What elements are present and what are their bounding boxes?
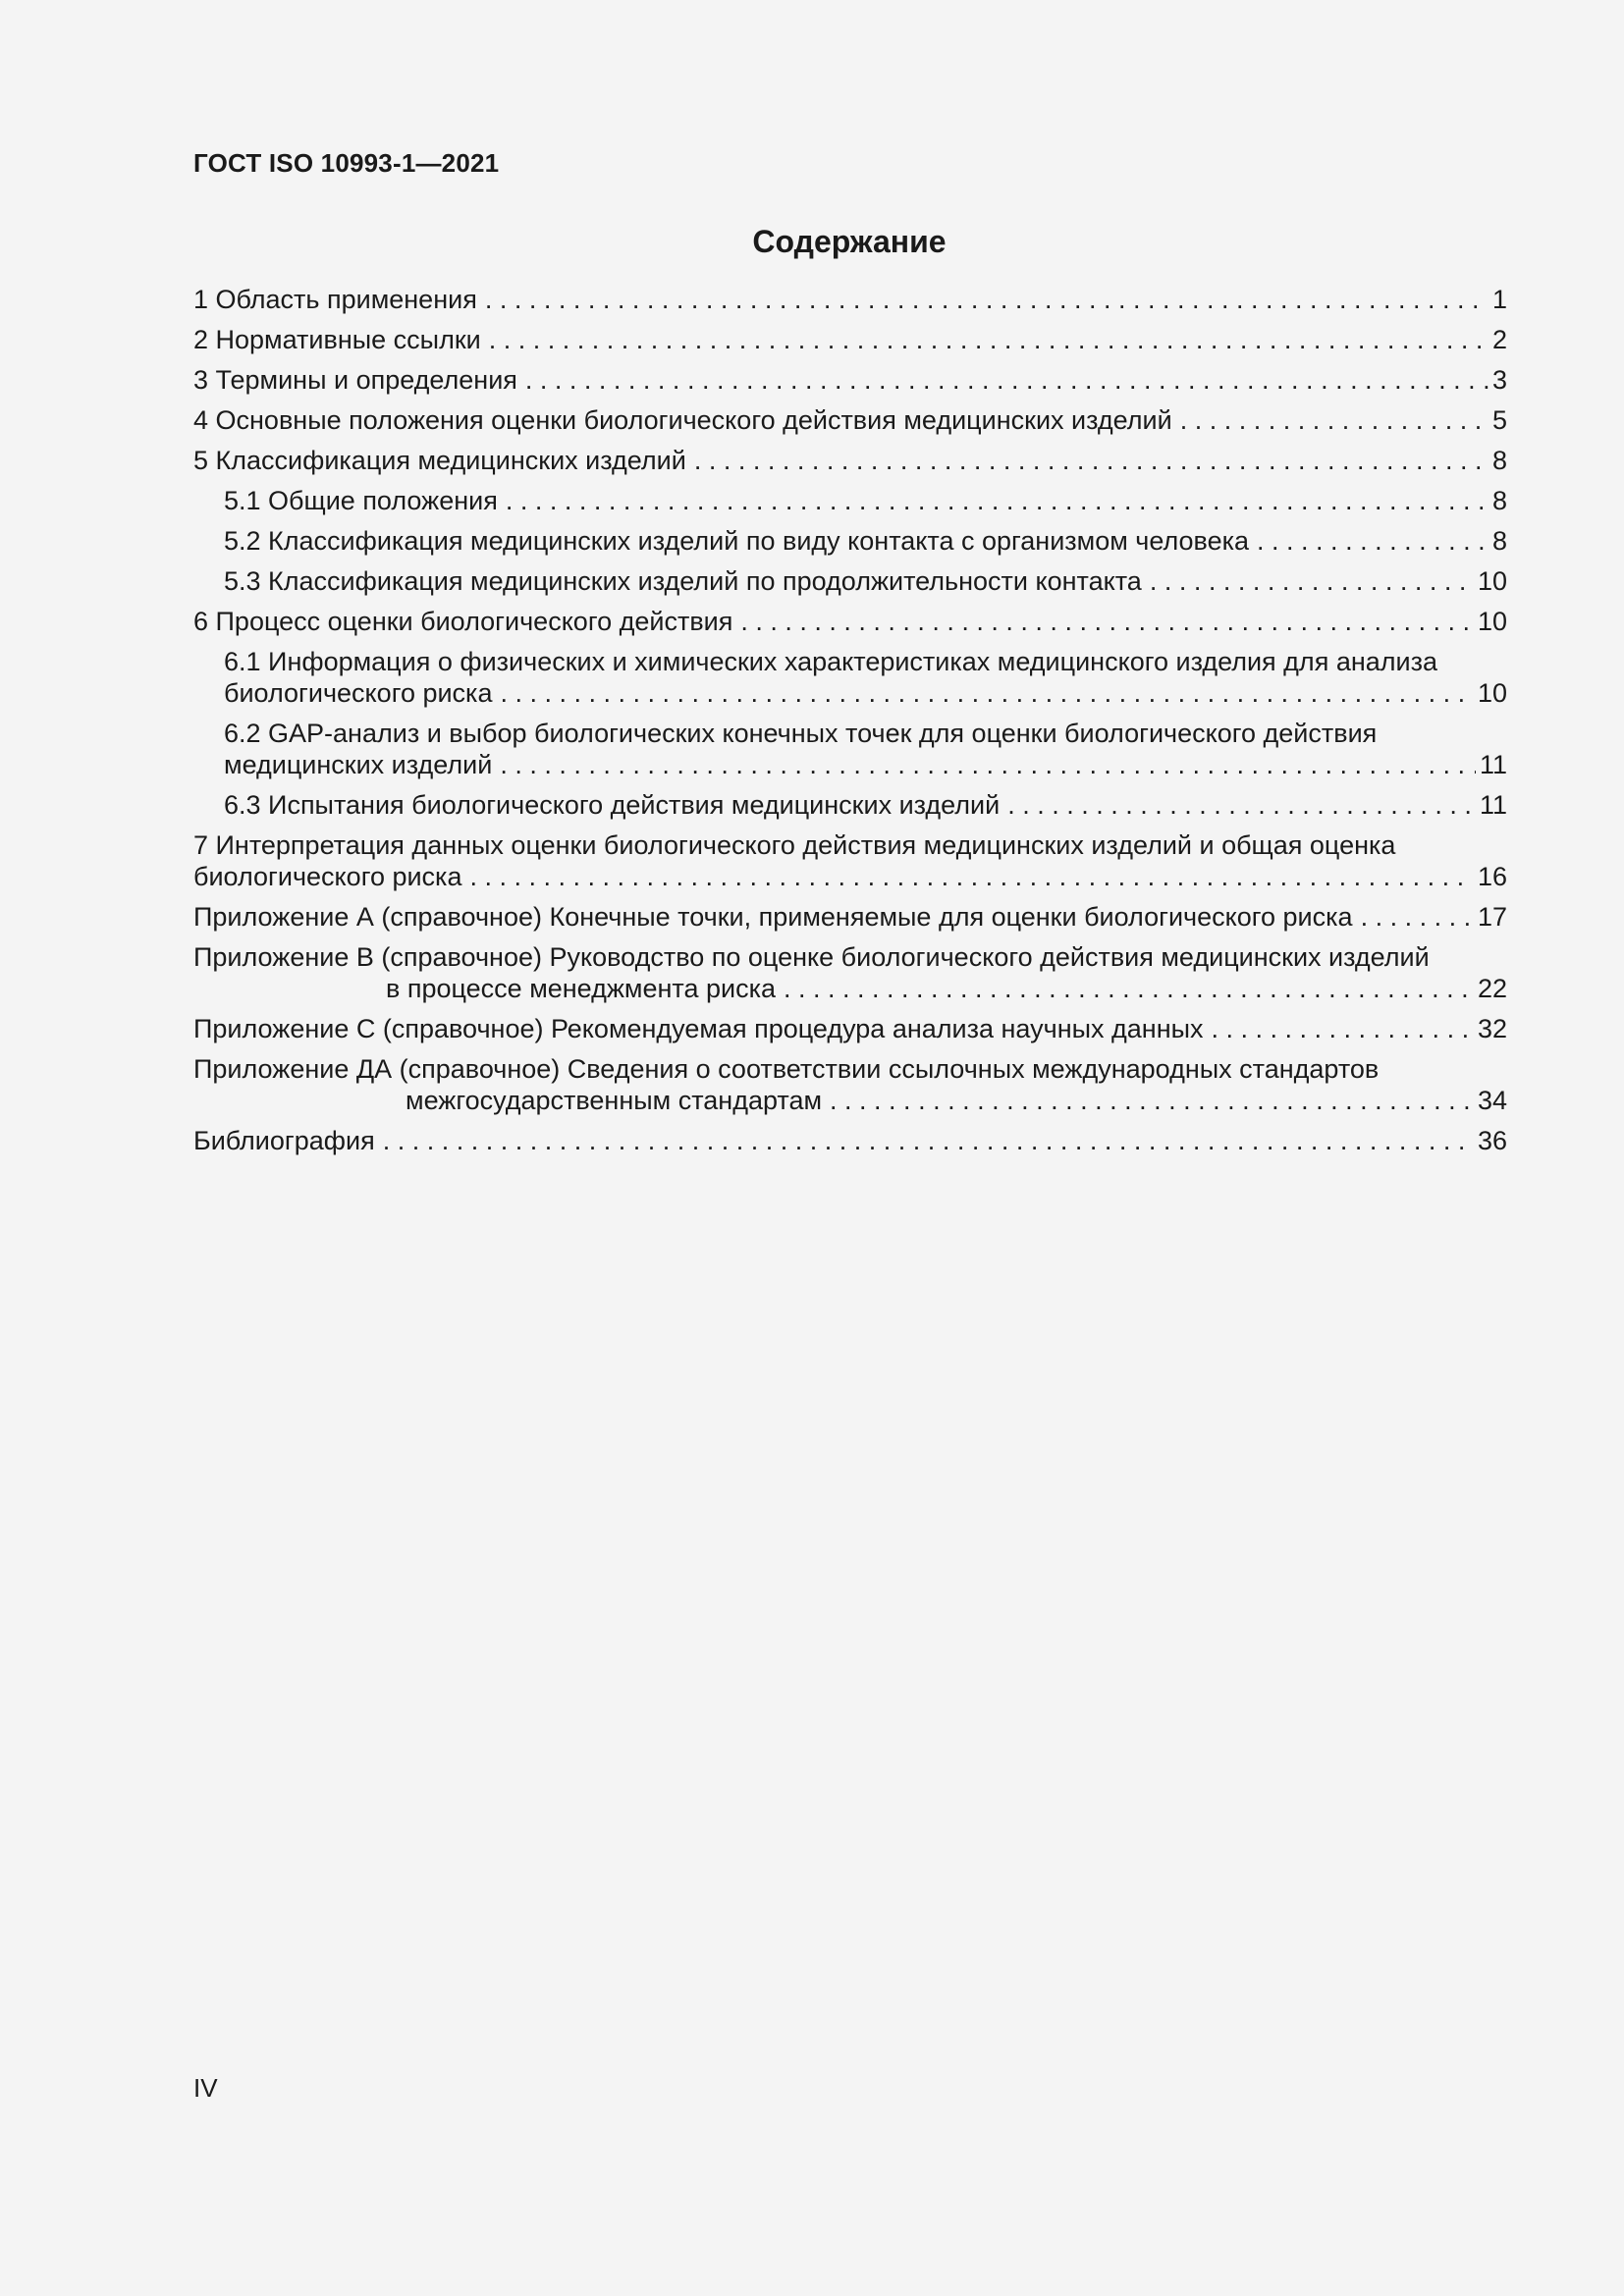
toc-entry-appendix[interactable] [193, 1053, 1507, 1116]
toc-entry-page: 11 [1479, 750, 1507, 779]
dot-leader [1257, 525, 1489, 557]
toc-entry-page: 1 [1491, 285, 1507, 314]
toc-entry-text-continued: биологического риска [193, 862, 462, 891]
dot-leader [469, 861, 1473, 892]
toc-entry-text: 3 Термины и определения [193, 365, 517, 395]
toc-entry-text: 5 Классификация медицинских изделий [193, 446, 686, 475]
toc-entry-text: 7 Интерпретация данных оценки биологического действия медицинских изделий и общая оценка [193, 830, 1396, 860]
dot-leader [694, 445, 1489, 476]
dot-leader [383, 1125, 1474, 1156]
toc-entry-text: 6.3 Испытания биологического действия медицинских изделий [224, 790, 1001, 820]
toc-entry[interactable] [193, 445, 1507, 476]
toc-entry-page: 8 [1491, 446, 1507, 475]
toc-subentry[interactable] [193, 485, 1507, 516]
toc-entry-text-continued: биологического риска [224, 678, 493, 708]
toc-entry-page: 8 [1491, 486, 1507, 515]
dot-leader [525, 364, 1489, 396]
toc-title: Содержание [752, 224, 947, 259]
toc-entry-page: 34 [1477, 1086, 1507, 1115]
toc-subentry[interactable] [193, 646, 1507, 709]
toc-subentry[interactable] [193, 565, 1507, 597]
toc-entry-text: 6.1 Информация о физических и химических характеристиках медицинского изделия для анализа [224, 647, 1437, 676]
toc-entry-page: 11 [1479, 790, 1507, 820]
toc-entry-page: 8 [1491, 526, 1507, 556]
toc-entry-page: 10 [1477, 566, 1507, 596]
toc-entry-page: 22 [1477, 974, 1507, 1003]
dot-leader [500, 749, 1476, 780]
toc-entry-text: Приложение ДА (справочное) Сведения о соответствии ссылочных международных стандартов [193, 1054, 1380, 1084]
toc-entry-text: Библиография [193, 1126, 375, 1155]
toc-entry[interactable] [193, 324, 1507, 355]
toc-entry-text: 2 Нормативные ссылки [193, 325, 481, 354]
toc-subentry[interactable] [193, 789, 1507, 821]
toc-entry-page: 16 [1477, 862, 1507, 891]
toc-entry[interactable] [193, 404, 1507, 436]
toc-entry-page: 2 [1491, 325, 1507, 354]
toc-entry-appendix[interactable] [193, 941, 1507, 1004]
dot-leader [1180, 404, 1489, 436]
toc-entry-page: 3 [1491, 365, 1507, 395]
toc-entry-text-continued: в процессе менеджмента риска [386, 974, 777, 1003]
toc-entry-appendix[interactable] [193, 901, 1507, 933]
toc-entry-text: 6 Процесс оценки биологического действия [193, 607, 733, 636]
toc-entry-text: Приложение С (справочное) Рекомендуемая процедура анализа научных данных [193, 1014, 1204, 1043]
toc-entry-text: Приложение А (справочное) Конечные точки, применяемые для оценки биологического риска [193, 902, 1353, 932]
document-code: ГОСТ ISO 10993-1—2021 [193, 148, 500, 178]
toc-entry-page: 32 [1477, 1014, 1507, 1043]
toc-subentry[interactable] [193, 718, 1507, 780]
toc-subentry[interactable] [193, 525, 1507, 557]
toc-entry-bibliography[interactable] [193, 1125, 1507, 1156]
toc-entry-text: 5.3 Классификация медицинских изделий по продолжительности контакта [224, 566, 1142, 596]
dot-leader [485, 284, 1489, 315]
toc-entry-text: 5.1 Общие положения [224, 486, 498, 515]
dot-leader [784, 973, 1474, 1004]
dot-leader [1212, 1013, 1474, 1044]
dot-leader [500, 677, 1473, 709]
toc-entry-text: 4 Основные положения оценки биологического действия медицинских изделий [193, 405, 1172, 435]
toc-entry-text-continued: медицинских изделий [224, 750, 493, 779]
toc-entry[interactable] [193, 829, 1507, 892]
dot-leader [740, 606, 1474, 637]
dot-leader [1150, 565, 1474, 597]
toc-entry[interactable] [193, 284, 1507, 315]
toc-entry-text: 5.2 Классификация медицинских изделий по виду контакта с организмом человека [224, 526, 1250, 556]
dot-leader [830, 1085, 1474, 1116]
dot-leader [506, 485, 1489, 516]
dot-leader [1007, 789, 1476, 821]
toc-entry[interactable] [193, 364, 1507, 396]
toc-entry-text: Приложение В (справочное) Руководство по оценке биологического действия медицинских изделий [193, 942, 1430, 972]
dot-leader [489, 324, 1489, 355]
table-of-contents [193, 284, 1507, 1165]
toc-entry-page: 5 [1491, 405, 1507, 435]
toc-entry-page: 10 [1477, 678, 1507, 708]
toc-entry-text: 6.2 GAP-анализ и выбор биологических конечных точек для оценки биологического действия [224, 719, 1378, 748]
toc-entry-page: 36 [1477, 1126, 1507, 1155]
page-number: IV [193, 2073, 218, 2103]
toc-entry-appendix[interactable] [193, 1013, 1507, 1044]
toc-entry-page: 10 [1477, 607, 1507, 636]
toc-entry-text: 1 Область применения [193, 285, 477, 314]
toc-entry-page: 17 [1477, 902, 1507, 932]
toc-entry-text-continued: межгосударственным стандартам [406, 1086, 823, 1115]
toc-entry[interactable] [193, 606, 1507, 637]
dot-leader [1361, 901, 1474, 933]
